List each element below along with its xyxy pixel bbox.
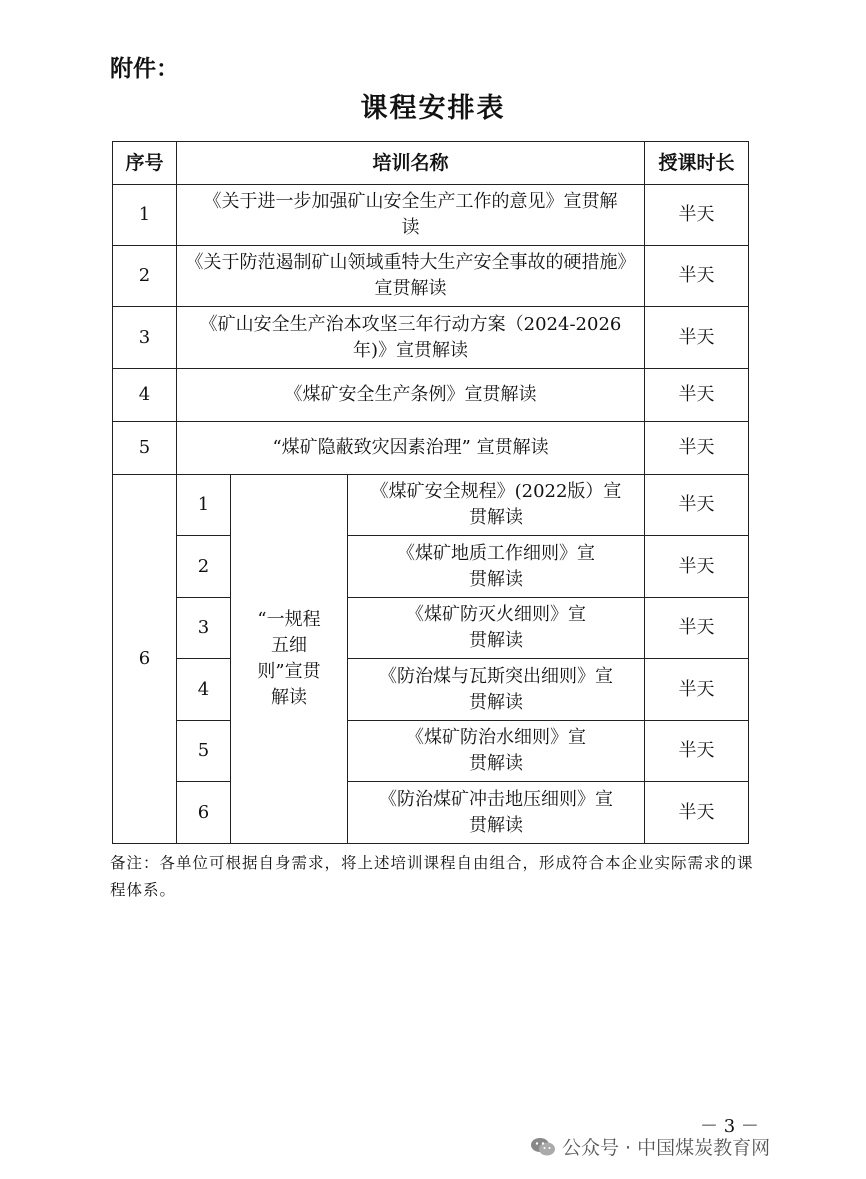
row-duration: 半天 <box>645 422 749 475</box>
row-name-text: 《矿山安全生产治本攻坚三年行动方案（2024-2026年)》宣贯解读 <box>199 313 622 361</box>
sub-no: 6 <box>177 782 231 844</box>
row-name <box>177 185 645 246</box>
table-row <box>113 307 749 369</box>
header-duration: 授课时长 <box>645 142 749 185</box>
row-name-text: 《关于防范遏制矿山领域重特大生产安全事故的硬措施》宣贯解读 <box>185 252 636 299</box>
row-no: 1 <box>113 185 177 246</box>
sub-duration: 半天 <box>645 475 749 536</box>
table-row <box>113 246 749 307</box>
sub-no: 2 <box>177 536 231 598</box>
header-no: 序号 <box>113 142 177 185</box>
watermark <box>530 1133 770 1160</box>
row-duration: 半天 <box>645 246 749 307</box>
table-row <box>113 369 749 422</box>
sub-no: 1 <box>177 475 231 536</box>
sub-name-text: 《煤矿防灭火细则》宣贯解读 <box>406 604 587 651</box>
sub-name-text: 《防治煤矿冲击地压细则》宣贯解读 <box>379 788 614 836</box>
group-no: 6 <box>113 475 177 844</box>
sub-no: 5 <box>177 721 231 782</box>
row-name: 《煤矿安全生产条例》宣贯解读 <box>177 369 645 422</box>
sub-name-text: 《煤矿安全规程》(2022版）宣贯解读 <box>370 481 622 528</box>
watermark-text: 公众号 · 中国煤炭教育网 <box>562 1137 771 1159</box>
group-row <box>113 598 749 659</box>
sub-duration: 半天 <box>645 721 749 782</box>
sub-name <box>348 721 645 782</box>
row-duration: 半天 <box>645 185 749 246</box>
attachment-label: 附件： <box>110 56 179 82</box>
sub-name <box>348 659 645 721</box>
sub-duration: 半天 <box>645 782 749 844</box>
row-duration: 半天 <box>645 307 749 369</box>
sub-duration: 半天 <box>645 598 749 659</box>
row-no: 4 <box>113 369 177 422</box>
sub-no: 3 <box>177 598 231 659</box>
row-name-text: 《关于进一步加强矿山安全生产工作的意见》宣贯解读 <box>203 191 618 238</box>
group-row <box>113 721 749 782</box>
table-row <box>113 185 749 246</box>
row-name <box>177 307 645 369</box>
sub-name-text: 《煤矿地质工作细则》宣贯解读 <box>397 542 596 590</box>
row-no: 2 <box>113 246 177 307</box>
group-row <box>113 782 749 844</box>
sub-no: 4 <box>177 659 231 721</box>
sub-name <box>348 536 645 598</box>
sub-name <box>348 475 645 536</box>
page-number: － 3 － <box>700 1116 759 1137</box>
row-no: 3 <box>113 307 177 369</box>
sub-name <box>348 782 645 844</box>
table-row <box>113 422 749 475</box>
row-duration: 半天 <box>645 369 749 422</box>
page-title: 课程安排表 <box>360 93 506 124</box>
sub-duration: 半天 <box>645 536 749 598</box>
sub-name <box>348 598 645 659</box>
table-header-row <box>113 142 749 185</box>
row-no: 5 <box>113 422 177 475</box>
group-row <box>113 536 749 598</box>
row-name: “煤矿隐蔽致灾因素治理” 宣贯解读 <box>177 422 645 475</box>
wechat-icon <box>530 1137 556 1157</box>
sub-name-text: 《防治煤与瓦斯突出细则》宣贯解读 <box>379 665 614 713</box>
course-schedule-table <box>112 141 749 844</box>
row-name <box>177 246 645 307</box>
group-label-text: “一规程五细则”宣贯解读 <box>257 609 321 708</box>
sub-name-text: 《煤矿防治水细则》宣贯解读 <box>406 727 587 774</box>
group-row <box>113 475 749 536</box>
footnote: 备注：各单位可根据自身需求，将上述培训课程自由组合，形成符合本企业实际需求的课程体系。 <box>110 854 754 899</box>
header-name: 培训名称 <box>177 142 645 185</box>
group-label <box>231 475 348 844</box>
sub-duration: 半天 <box>645 659 749 721</box>
group-row <box>113 659 749 721</box>
